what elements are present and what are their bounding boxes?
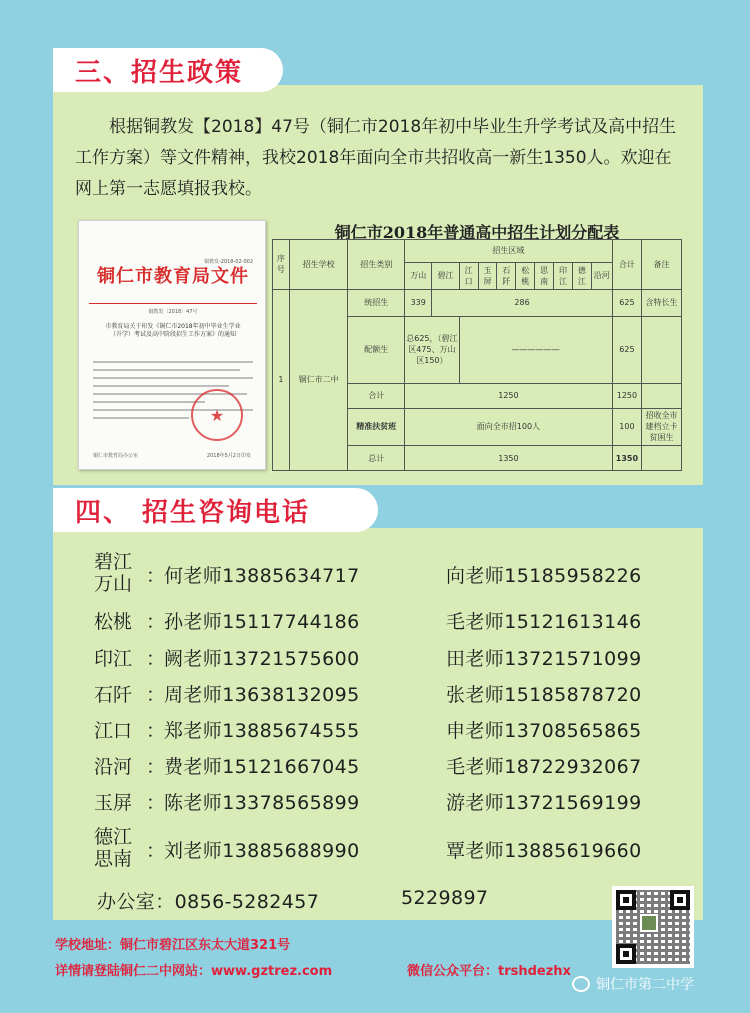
qr-finder: [670, 890, 690, 910]
office-label: 办公室：: [97, 891, 175, 913]
contact-row: [94, 826, 694, 872]
cell-total: 100: [612, 408, 641, 445]
contact-row: [94, 607, 694, 643]
cell-value: 1350: [405, 446, 613, 471]
header-remark: 备注: [642, 240, 682, 290]
cell-value: 面向全市招100人: [405, 408, 613, 445]
cell-remark: 招收全市建档立卡贫困生: [642, 408, 682, 445]
contact-colon: ：: [146, 684, 166, 706]
enrollment-plan-table: [272, 239, 682, 471]
document-red-line: [89, 303, 257, 304]
contact-phone[interactable]: 何老师13885634717: [164, 565, 360, 587]
document-title: 铜仁市教育局文件: [97, 266, 249, 287]
document-notice-title: 市教育局关于印发《铜仁市2018年初中毕业生学业（升学）考试及高中阶段招生工作方案》的通知: [105, 323, 241, 338]
cell-remark: [642, 316, 682, 383]
contact-row: [94, 716, 694, 752]
contact-phone[interactable]: 郑老师13885674555: [164, 720, 360, 742]
region-cell: 印江: [554, 262, 573, 289]
category-label: 总计: [348, 446, 405, 471]
wechat-account: 微信公众平台：trshdezhx: [407, 964, 571, 979]
official-document-image: [78, 220, 266, 470]
qr-finder: [616, 890, 636, 910]
contact-row: [94, 644, 694, 680]
contact-phone[interactable]: 费老师15121667045: [164, 756, 360, 778]
contact-phone[interactable]: 刘老师13885688990: [164, 840, 360, 862]
document-number: 铜教发〔2018〕47号: [148, 309, 198, 315]
contact-region: 印江: [94, 648, 133, 670]
header-school: 招生学校: [289, 240, 348, 290]
section-header-policy: [53, 48, 283, 92]
document-issuer: 铜仁市教育局办公室: [93, 453, 139, 459]
contact-phone[interactable]: 陈老师13378565899: [164, 792, 360, 814]
contact-region: 沿河: [94, 756, 133, 778]
office-phone[interactable]: 0856-5282457: [174, 891, 320, 913]
contact-phone[interactable]: 周老师13638132095: [164, 684, 360, 706]
region-cell: 松桃: [516, 262, 535, 289]
policy-paragraph: 根据铜教发【2018】47号（铜仁市2018年初中毕业生升学考试及高中招生工作方案）等文件精神，我校2018年面向全市共招收高一新生1350人。欢迎在网上第一志愿填报我校。: [75, 117, 677, 199]
table-header-row: [273, 240, 682, 263]
qr-code-icon: [612, 886, 694, 968]
region-cell: 沿河: [591, 262, 612, 289]
contact-region: 石阡: [94, 684, 133, 706]
cell-value: 总625，（碧江区475、万山区150）: [405, 316, 460, 383]
school-address: 学校地址：铜仁市碧江区东太大道321号: [55, 938, 291, 953]
contact-phone[interactable]: 申老师13708565865: [446, 720, 642, 742]
table-title: 铜仁市2018年普通高中招生计划分配表: [334, 223, 620, 242]
contact-colon: ：: [146, 720, 166, 742]
website-link[interactable]: 详情请登陆铜仁二中网站：www.gztrez.com: [55, 964, 333, 979]
region-cell: 万山: [405, 262, 432, 289]
region-cell: 石阡: [497, 262, 516, 289]
contact-region: 玉屏: [94, 792, 133, 814]
contact-colon: ：: [146, 756, 166, 778]
contact-row: [94, 680, 694, 716]
category-label: 统招生: [348, 289, 405, 316]
official-seal-icon: ★: [191, 389, 243, 441]
cell-value: ——————: [459, 316, 612, 383]
contact-region: 松桃: [94, 611, 133, 633]
wechat-icon: [572, 976, 590, 992]
contact-phone[interactable]: 孙老师15117744186: [164, 611, 360, 633]
section-title: 三、招生政策: [75, 57, 244, 88]
contact-row: [94, 752, 694, 788]
region-cell: 玉屏: [478, 262, 497, 289]
region-cell: 思南: [535, 262, 554, 289]
contact-colon: ：: [146, 792, 166, 814]
section-title: 四、 招生咨询电话: [75, 497, 311, 528]
cell-value: 339: [405, 289, 432, 316]
contact-colon: ：: [146, 648, 166, 670]
cell-value: 286: [432, 289, 612, 316]
cell-remark: [642, 446, 682, 471]
contact-colon: ：: [146, 565, 166, 587]
contact-phone[interactable]: 田老师13721571099: [446, 648, 642, 670]
contact-phone[interactable]: 毛老师18722932067: [446, 756, 642, 778]
region-cell: 碧江: [432, 262, 459, 289]
cell-total: 1250: [612, 383, 641, 408]
document-serial: 铜教发-2018-02-002: [203, 259, 253, 265]
category-label: 合计: [348, 383, 405, 408]
contact-phone[interactable]: 向老师15185958226: [446, 565, 642, 587]
contact-phone[interactable]: 毛老师15121613146: [446, 611, 642, 633]
contact-phone[interactable]: 覃老师13885619660: [446, 840, 642, 862]
header-no: 序号: [273, 240, 290, 290]
header-region: 招生区域: [405, 240, 613, 263]
contact-region: 碧江 万山: [94, 551, 133, 595]
contact-region: 江口: [94, 720, 133, 742]
school-name: 铜仁市二中: [289, 289, 348, 470]
table-row: [273, 289, 682, 316]
cell-remark: [642, 383, 682, 408]
contact-row: [94, 551, 694, 597]
wechat-watermark: [572, 974, 694, 994]
watermark-text: 铜仁市第二中学: [596, 977, 694, 993]
header-category: 招生类别: [348, 240, 405, 290]
section-header-contact: [53, 488, 378, 532]
office-phone-row: [97, 887, 489, 914]
category-label: 精准扶贫班: [348, 408, 405, 445]
cell-total: 1350: [612, 446, 641, 471]
cell-value: 1250: [405, 383, 613, 408]
contact-phone[interactable]: 游老师13721569199: [446, 792, 642, 814]
contact-colon: ：: [146, 611, 166, 633]
contact-phone[interactable]: 张老师15185878720: [446, 684, 642, 706]
office-phone[interactable]: 5229897: [401, 887, 489, 909]
document-date: 2018年5月2日印发: [206, 453, 251, 459]
qr-logo: [640, 914, 658, 932]
header-total: 合计: [612, 240, 641, 290]
contact-colon: ：: [146, 840, 166, 862]
category-label: 配额生: [348, 316, 405, 383]
website-line: [55, 960, 571, 979]
contact-region: 德江 思南: [94, 826, 133, 870]
qr-finder: [616, 944, 636, 964]
contact-row: [94, 788, 694, 824]
row-number: 1: [273, 289, 290, 470]
region-cell: 江口: [459, 262, 478, 289]
cell-remark: 含特长生: [642, 289, 682, 316]
region-cell: 德江: [572, 262, 591, 289]
cell-total: 625: [612, 289, 641, 316]
contact-phone[interactable]: 阙老师13721575600: [164, 648, 360, 670]
cell-total: 625: [612, 316, 641, 383]
